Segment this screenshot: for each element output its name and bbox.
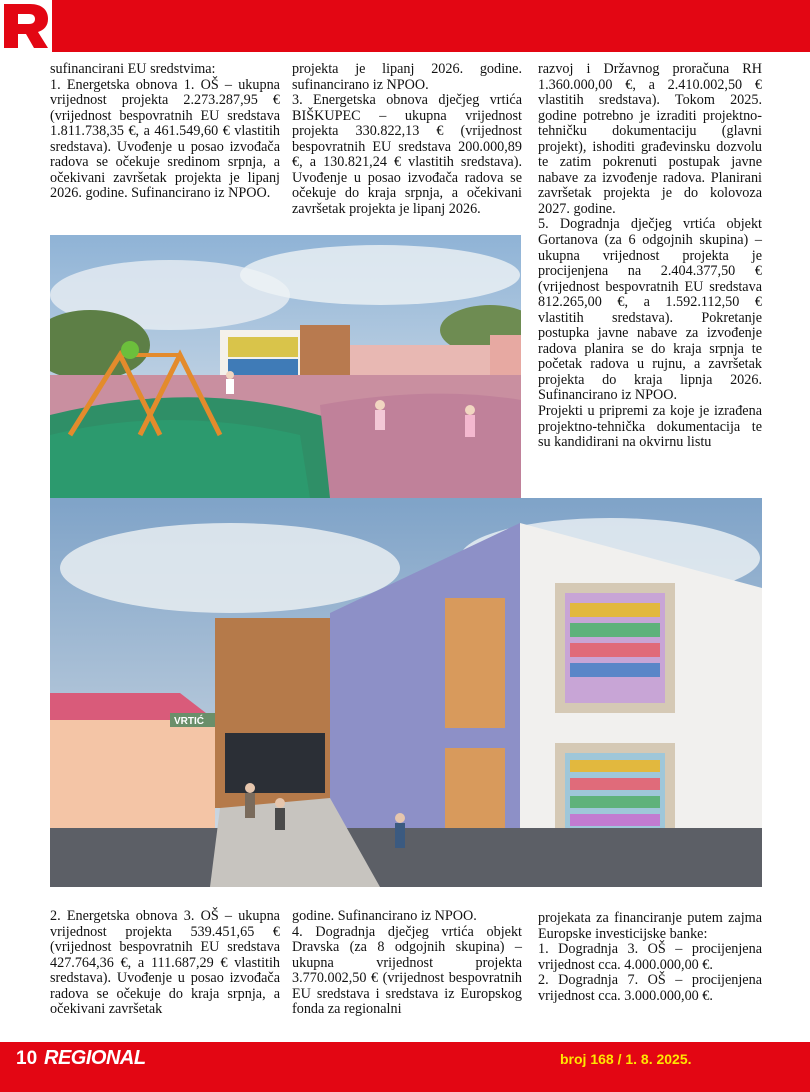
regional-r-logo-icon: [0, 0, 52, 52]
paragraph: projekta je lipanj 2026. godine. sufinancirano iz NPOO.: [292, 61, 522, 93]
paragraph: 2. Energetska obnova 3. OŠ – ukupna vrijednost projekta 539.451,65 € (vrijednost bespovratnih EU sredstava 427.764,36 €, a 111.687,29 € vlastitih sredstava). Uvođenje u posao izvođača radova se očekuje do kraja srpnja, a očekivani završetak: [50, 908, 280, 1018]
paragraph: 2. Dogradnja 7. OŠ – procijenjena vrijednost cca. 3.000.000,00 €.: [538, 972, 762, 1004]
text-column-2-top: [292, 62, 522, 217]
paragraph: sufinancirani EU sredstvima:: [50, 61, 216, 77]
paragraph: 3. Energetska obnova dječjeg vrtića BIŠKUPEC – ukupna vrijednost projekta 330.822,13 € (vrijednost bespovratnih EU sredstava 200.000,89 €, a 130.821,24 € vlastitih sredstava). Uvođenje u posao izvođača radova se očekuje do kraja srpnja, a očekivani završetak projekta je lipanj 2026.: [292, 92, 522, 217]
kindergarten-playground-render: [50, 235, 521, 498]
brand-logo-text: REGIONAL: [44, 1047, 146, 1069]
header-bar: [0, 0, 810, 52]
page-number: 10: [16, 1048, 38, 1069]
paragraph: projekata za financiranje putem zajma Europske investicijske banke:: [538, 910, 762, 942]
text-column-1-top: [50, 62, 280, 202]
paragraph: 4. Dogradnja dječjeg vrtića objekt Dravska (za 8 odgojnih skupina) – ukupna vrijednost projekta 3.770.002,50 € (vrijednost bespovratnih EU sredstava i sredstava iz Europskog fonda za regionalni: [292, 923, 522, 1018]
text-column-1-bottom: [50, 909, 280, 1018]
text-column-2-bottom: [292, 909, 522, 1018]
footer-bar: [0, 1042, 810, 1092]
paragraph: 1. Dogradnja 3. OŠ – procijenjena vrijednost cca. 4.000.000,00 €.: [538, 941, 762, 973]
kindergarten-building-render: [50, 498, 762, 887]
paragraph: godine. Sufinancirano iz NPOO.: [292, 908, 477, 924]
paragraph: razvoj i Državnog proračuna RH 1.360.000,00 €, a 2.410.002,50 € vlastitih sredstava). Tokom 2025. godine potrebno je izraditi projektno-tehničku dokumentaciju (glavni projekt), ishoditi građevinsku dozvolu te zatim pokrenuti postupak javne nabave za izvođenje radova. Planirani završetak projekta je do kolovoza 2027. godine.: [538, 61, 762, 217]
text-column-3-top: [538, 62, 762, 451]
paragraph: Projekti u pripremi za koje je izrađena projektno-tehnička dokumentacija te su kandidirani na okvirnu listu: [538, 403, 762, 451]
text-column-3-bottom: [538, 911, 762, 1004]
building-sign: VRTIĆ: [174, 716, 204, 727]
issue-info: broj 168 / 1. 8. 2025.: [560, 1051, 692, 1067]
paragraph: 1. Energetska obnova 1. OŠ – ukupna vrijednost projekta 2.273.287,95 € (vrijednost bespovratnih EU sredstava 1.811.738,35 €, a 461.549,60 € vlastitih sredstava). Uvođenje u posao izvođača radova se očekuje sredinom srpnja, a očekivani završetak projekta je lipanj 2026. godine. Sufinancirano iz NPOO.: [50, 76, 280, 202]
paragraph: 5. Dogradnja dječjeg vrtića objekt Gortanova (za 6 odgojnih skupina) – ukupna vrijednost projekta je procijenjena na 2.404.377,50 € (vrijednost bespovratnih EU sredstava 812.265,00 €, a 1.592.112,50 € vlastitih sredstava). Pokretanje postupka javne nabave za izvođenje radova planira se do kraja srpnja te početak radova u rujnu, a završetak projekta do kraja lipnja 2026. Sufinancirano iz NPOO.: [538, 216, 762, 404]
